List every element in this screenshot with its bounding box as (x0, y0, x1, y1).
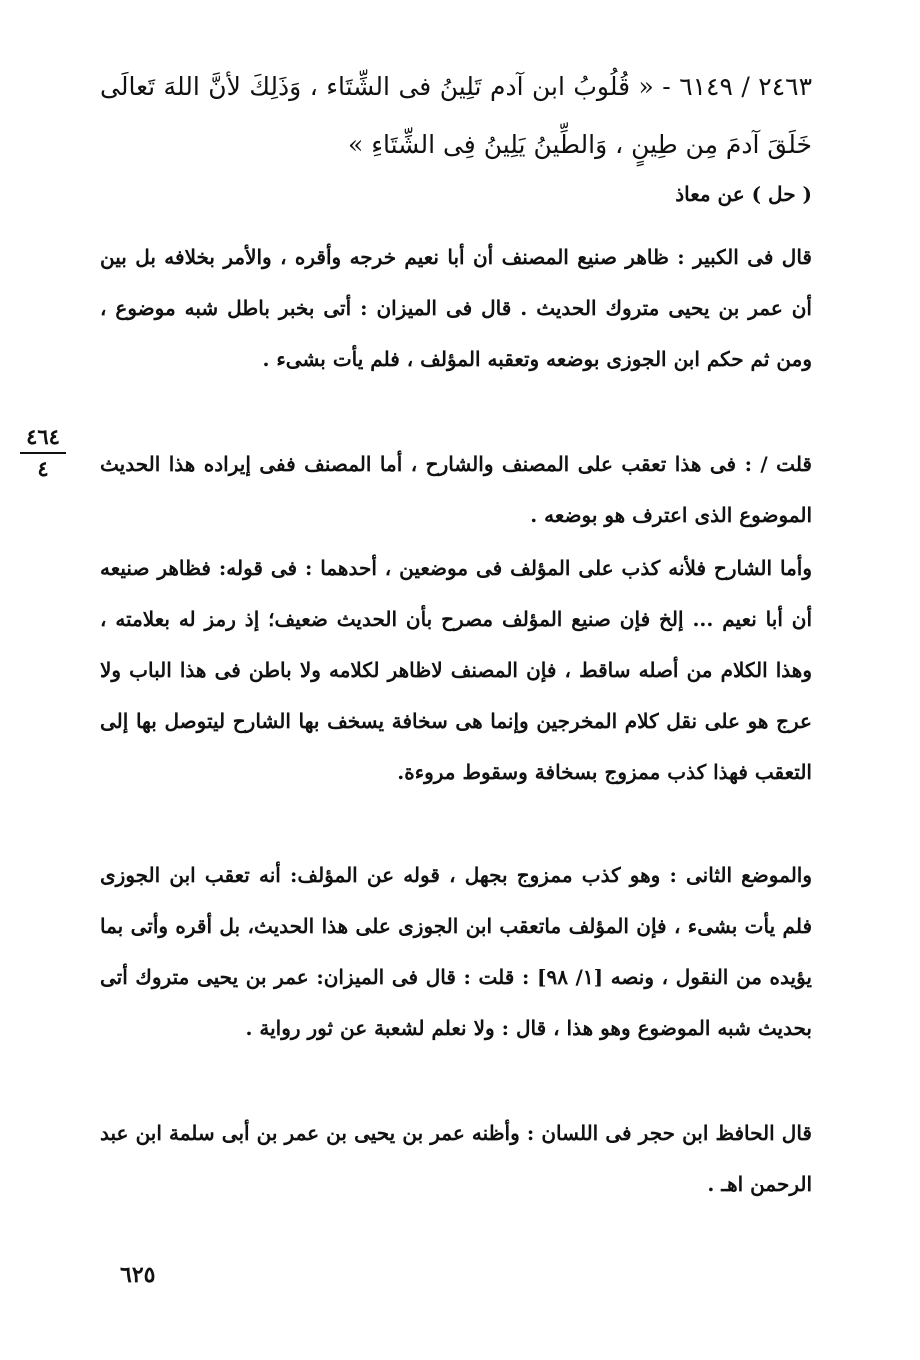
margin-ref-divider (20, 452, 66, 454)
page-number: ٦٢٥ (120, 1262, 156, 1288)
hadith-text: ٢٤٦٣ / ٦١٤٩ - « قُلُوبُ ابن آدم تَلِينُ فى الشِّتَاء ، وَذَلِكَ لأنَّ اللهَ تَعالَى خَلَقَ آدمَ مِن طِينٍ ، وَالطِّينُ يَلِينُ فِى الشِّتَاءِ » (100, 72, 812, 159)
commentary-paragraph: والموضع الثانى : وهو كذب ممزوج بجهل ، قوله عن المؤلف: أنه تعقب ابن الجوزى فلم يأت بشىء ، فإن المؤلف ماتعقب ابن الجوزى على هذا الحديث، بل أقره وأتى بما يؤيده من النقول ، ونصه [١/ ٩٨] : قلت : قال فى الميزان: عمر بن يحيى متروك أتى بحديث شبه الموضوع وهو هذا ، قال : ولا نعلم لشعبة عن ثور رواية . (100, 863, 813, 1040)
commentary-paragraph: وأما الشارح فلأنه كذب على المؤلف فى موضعين ، أحدهما : فى قوله: فظاهر صنيعه أن أبا نعيم ... إلخ فإن صنيع المؤلف مصرح بأن الحديث ضعيف؛ إذ رمز له بعلامته ، وهذا الكلام من أصله ساقط ، فإن المصنف لاظاهر لكلامه ولا باطن فى هذا الباب ولا عرج هو على نقل كلام المخرجين وإنما هى سخافة يسخف بها الشارح ليتوصل بها إلى التعقب فهذا كذب ممزوج بسخافة وسقوط مروءة. (100, 556, 812, 784)
commentary-paragraph: قلت / : فى هذا تعقب على المصنف والشارح ، أما المصنف ففى إيراده هذا الحديث الموضوع الذى اعترف هو بوضعه . (100, 452, 812, 527)
commentary-paragraph: قال الحافظ ابن حجر فى اللسان : وأظنه عمر بن يحيى بن عمر بن أبى سلمة ابن عبد الرحمن اهـ . (100, 1121, 812, 1196)
commentary-paragraph: قال فى الكبير : ظاهر صنيع المصنف أن أبا نعيم خرجه وأقره ، والأمر بخلافه بل بين أن عمر بن يحيى متروك الحديث . قال فى الميزان : أتى بخبر باطل شبه موضوع ، ومن ثم حكم ابن الجوزى بوضعه وتعقبه المؤلف ، فلم يأت بشىء . (100, 245, 812, 371)
hadith-source: ( حل ) عن معاذ (675, 182, 812, 206)
margin-page-reference (20, 424, 66, 482)
margin-ref-volume-page: ٤٦٤ (26, 424, 60, 449)
margin-ref-part: ٤ (37, 456, 49, 481)
